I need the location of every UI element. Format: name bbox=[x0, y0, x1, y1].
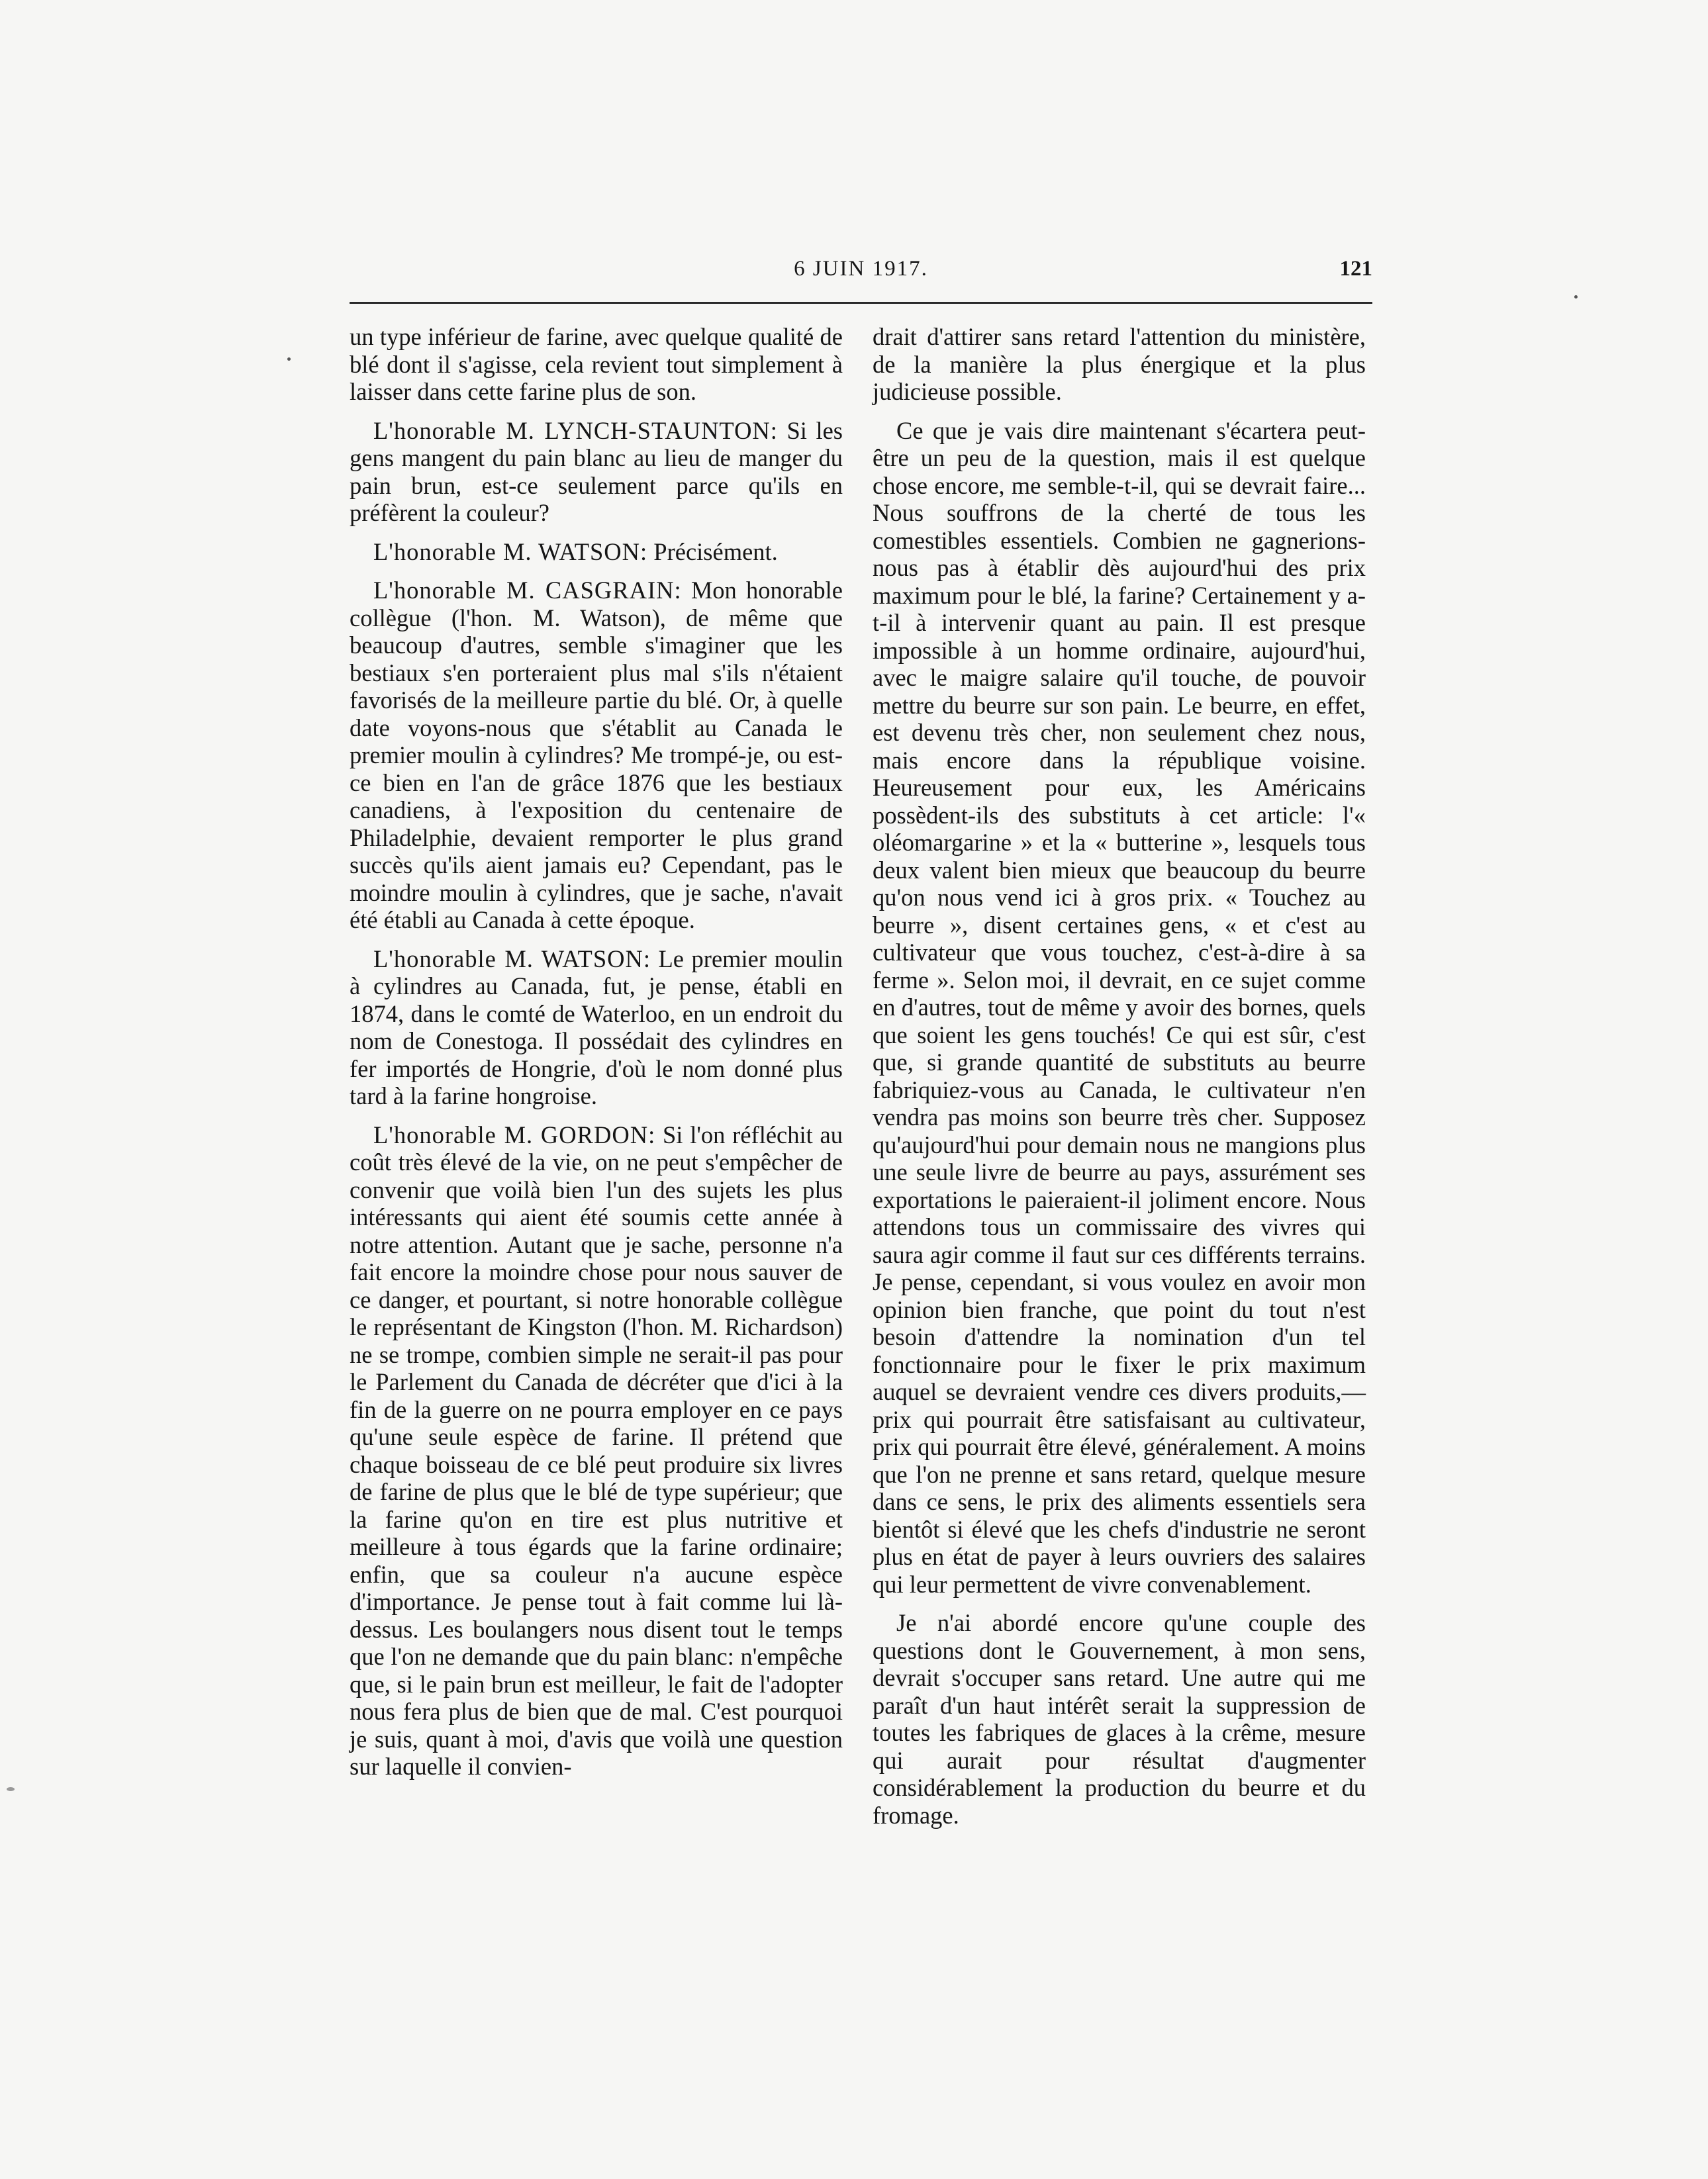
paragraph bbox=[350, 538, 843, 566]
speech-text: Si l'on réfléchit au coût très élevé de la vie, on ne peut s'empêcher de convenir que voilà bien l'un des sujets les plus intéressants qui aient été soumis cette année à notre attention. Autant que je sache, personne n'a fait encore la moindre chose pour nous sauver de ce danger, et pourtant, si notre honorable collègue le représentant de Kingston (l'hon. M. Richardson) ne se trompe, combien simple ne serait-il pas pour le Parlement du Canada de décréter que d'ici à la fin de la guerre on ne pourra employer en ce pays qu'une seule espèce de farine. Il prétend que chaque boisseau de ce blé peut produire six livres de farine de plus que le blé de type supérieur; que la farine qu'on en tire est plus nutritive et meilleure à tous égards que la farine ordinaire; enfin, que sa couleur n'a aucune espèce d'importance. Je pense tout à fait comme lui là-dessus. Les boulangers nous disent tout le temps que l'on ne demande que du pain blanc: n'empêche que, si le pain brun est meilleur, le fait de l'adopter nous fera plus de bien que de mal. C'est pourquoi je suis, quant à moi, d'avis que voilà une question sur laquelle il convien- bbox=[350, 1121, 843, 1780]
paragraph bbox=[350, 417, 843, 527]
paragraph bbox=[350, 945, 843, 1110]
speech-text: Si les gens mangent du pain blanc au lieu de manger du pain brun, est-ce seulement parce qu'ils en préfèrent la couleur? bbox=[350, 416, 843, 526]
paragraph bbox=[350, 1121, 843, 1781]
speaker-name: L'honorable M. GORDON: bbox=[373, 1121, 656, 1148]
scan-speck bbox=[7, 1787, 15, 1791]
speech-text: Mon honorable collègue (l'hon. M. Watson), de même que beaucoup d'autres, semble s'imaginer que les bestiaux s'en porteraient plus mal s'ils n'étaient favorisés de la meilleure partie du blé. Or, à quelle date voyons-nous que s'établit au Canada le premier moulin à cylindres? Me trompé-je, ou est-ce bien en l'an de grâce 1876 que les bestiaux canadiens, à l'exposition du centenaire de Philadelphie, devaient remporter le plus grand succès qu'ils aient jamais eu? Cependant, pas le moindre moulin à cylindres, que je sache, n'avait été établi au Canada à cette époque. bbox=[350, 577, 843, 933]
scan-speck bbox=[287, 357, 291, 361]
speaker-name: L'honorable M. LYNCH-STAUNTON: bbox=[373, 416, 778, 444]
paragraph: Je n'ai abordé encore qu'une couple des questions dont le Gouvernement, à mon sens, devrait s'occuper sans retard. Une autre qui me paraît d'un haut intérêt serait la suppression de toutes les fabriques de glaces à la crême, mesure qui aurait pour résultat d'augmenter considérablement la production du beurre et du fromage. bbox=[873, 1609, 1366, 1829]
paragraph bbox=[350, 577, 843, 934]
paragraph: Ce que je vais dire maintenant s'écartera peut-être un peu de la question, mais il est quelque chose encore, me semble-t-il, qui se devrait faire... Nous souffrons de la cherté de tous les comestibles essentiels. Combien ne gagnerions-nous pas à établir dès aujourd'hui des prix maximum pour le blé, la farine? Certainement y a-t-il à intervenir quant au pain. Il est presque impossible à un homme ordinaire, aujourd'hui, avec le maigre salaire qu'il touche, de pouvoir mettre du beurre sur son pain. Le beurre, en effet, est devenu très cher, non seulement chez nous, mais encore dans la république voisine. Heureusement pour eux, les Américains possèdent-ils des substituts à cet article: l'« oléomargarine » et la « butterine », lesquels tous deux valent bien mieux que beaucoup du beurre qu'on nous vend ici à gros prix. « Touchez au beurre », disent certaines gens, « et c'est au cultivateur que vous touchez, c'est-à-dire à sa ferme ». Selon moi, il devrait, en ce sujet comme en d'autres, tout de même y avoir des bornes, quels que soient les gens touchés! Ce qui est sûr, c'est que, si grande quantité de substituts au beurre fabriquiez-vous au Canada, le cultivateur n'en vendra pas moins son beurre très cher. Supposez qu'aujourd'hui pour demain nous ne mangions plus une seule livre de beurre au pays, assurément ses exportations le paieraient-il joliment encore. Nous attendons tous un commissaire des vivres qui saura agir comme il faut sur ces différents terrains. Je pense, cependant, si vous voulez en avoir mon opinion bien franche, que point du tout n'est besoin d'attendre la nomination d'un tel fonctionnaire pour le fixer le prix maximum auquel se devraient vendre ces divers produits,—prix qui pourrait être satisfaisant au cultivateur, prix qui pourrait être élevé, généralement. A moins que l'on ne prenne et sans retard, quelque mesure dans ce sens, le prix des aliments essentiels sera bientôt si élevé que les chefs d'industrie ne seront plus en état de payer à leurs ouvriers des salaires qui leur permettent de vivre convenablement. bbox=[873, 416, 1366, 1598]
scan-speck bbox=[1574, 295, 1578, 299]
paragraph: un type inférieur de farine, avec quelque qualité de blé dont il s'agisse, cela revient tout simplement à laisser dans cette farine plus de son. bbox=[350, 323, 843, 405]
speaker-name: L'honorable M. CASGRAIN: bbox=[373, 577, 682, 604]
header-rule bbox=[350, 302, 1372, 304]
left-column bbox=[350, 323, 843, 1792]
speech-text: Le premier moulin à cylindres au Canada, fut, je pense, établi en 1874, dans le comté de Waterloo, en un endroit du nom de Conestoga. Il possédait des cylindres en fer importés de Hongrie, d'où le nom donné plus tard à la farine hongroise. bbox=[350, 945, 843, 1109]
speech-text: Précisément. bbox=[647, 537, 778, 565]
paragraph: drait d'attirer sans retard l'attention du ministère, de la manière la plus énergique et la plus judicieuse possible. bbox=[873, 323, 1366, 405]
speaker-name: L'honorable M. WATSON: bbox=[373, 537, 648, 565]
page-number: 121 bbox=[1339, 257, 1372, 281]
right-column bbox=[873, 323, 1366, 1840]
page-date: 6 JUIN 1917. bbox=[794, 257, 928, 281]
speaker-name: L'honorable M. WATSON: bbox=[373, 945, 651, 972]
page-header bbox=[350, 257, 1372, 294]
